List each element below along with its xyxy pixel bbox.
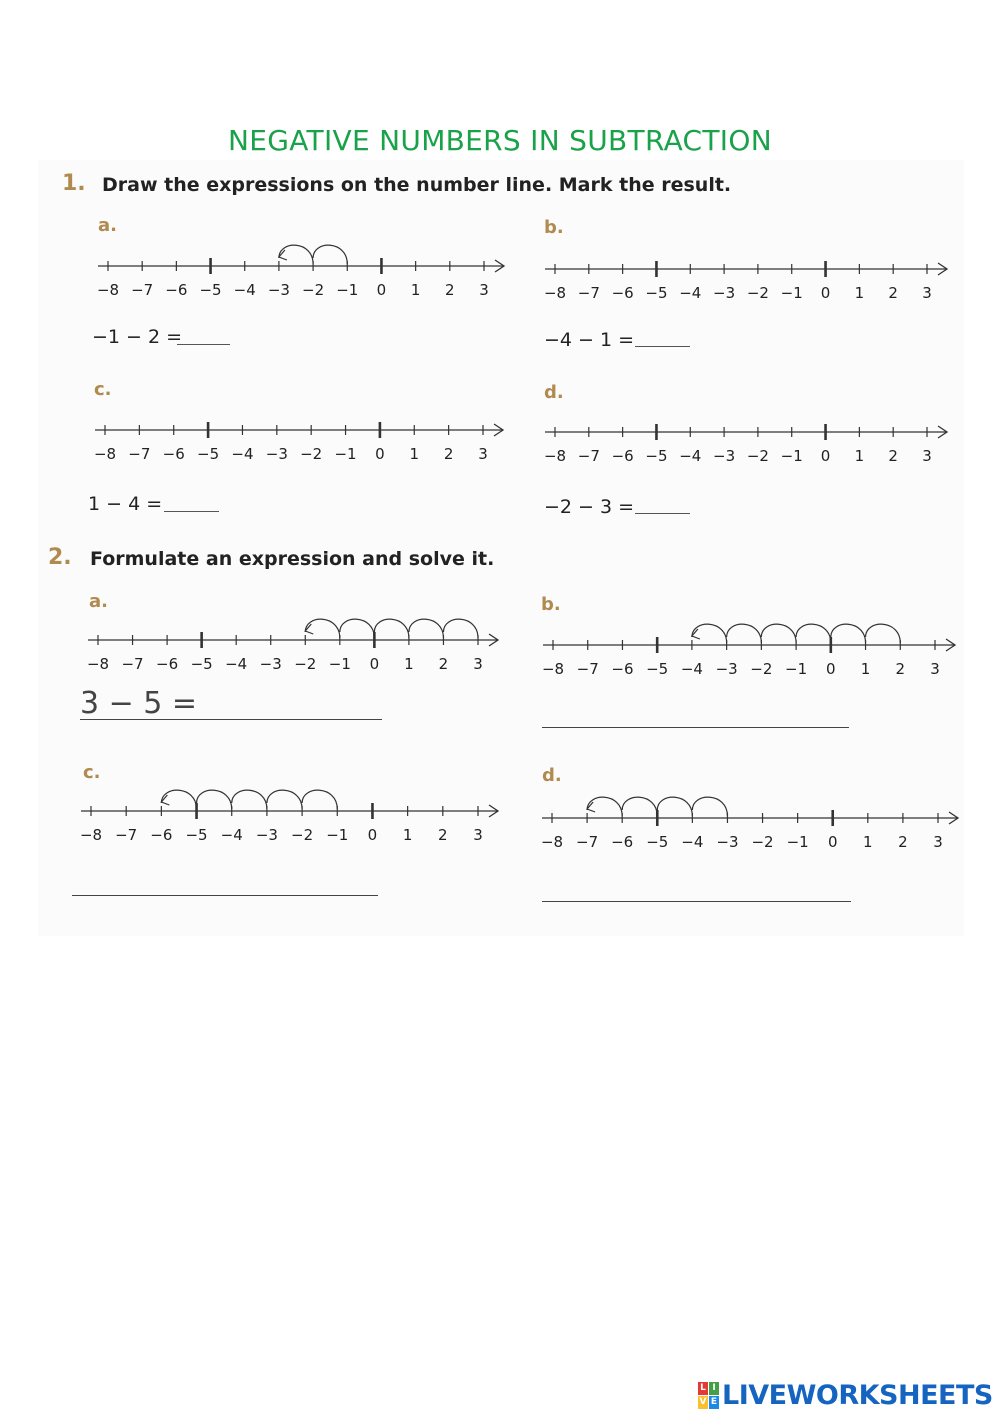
tick-label: −5 — [199, 281, 222, 299]
section-2-instruction: Formulate an expression and solve it. — [90, 548, 495, 570]
tick-label: 0 — [820, 284, 831, 302]
number-line-1d — [535, 392, 957, 467]
tick-label: −8 — [79, 826, 103, 844]
tick-label: −3 — [716, 833, 739, 851]
tick-label: 3 — [473, 655, 483, 673]
tick-label: −7 — [128, 445, 151, 463]
logo-icon — [698, 1382, 719, 1409]
tick-label: −4 — [233, 281, 256, 299]
item-2a-letter: a. — [89, 591, 108, 612]
tick-label: 3 — [922, 284, 932, 302]
expression-1c: 1 − 4 = — [88, 493, 163, 515]
number-line-2b — [533, 605, 965, 680]
number-line-1a — [88, 226, 514, 301]
answer-line-2c[interactable] — [72, 895, 378, 896]
number-line-1b — [535, 229, 957, 304]
tick-label: −5 — [645, 284, 668, 302]
answer-blank-1b[interactable] — [635, 346, 690, 347]
tick-label: 2 — [898, 833, 908, 851]
tick-label: −8 — [96, 281, 120, 299]
tick-label: −5 — [190, 655, 213, 673]
tick-label: −1 — [334, 445, 357, 463]
tick-label: −4 — [680, 660, 703, 678]
tick-label: −2 — [294, 655, 317, 673]
tick-label: −1 — [326, 826, 349, 844]
tick-label: −2 — [750, 660, 773, 678]
tick-label: −8 — [541, 660, 565, 678]
jump-arc — [161, 790, 337, 809]
tick-label: −6 — [165, 281, 188, 299]
logo-icon-letter: I — [709, 1382, 719, 1395]
tick-label: −3 — [267, 281, 290, 299]
tick-label: −6 — [611, 284, 634, 302]
tick-label: 3 — [930, 660, 940, 678]
tick-label: 2 — [888, 447, 898, 465]
tick-label: 1 — [863, 833, 873, 851]
expression-1a: −1 − 2 = — [92, 326, 183, 348]
tick-label: −7 — [131, 281, 154, 299]
tick-label: −1 — [780, 284, 803, 302]
tick-label: −1 — [785, 660, 808, 678]
tick-label: −5 — [646, 833, 669, 851]
tick-label: −6 — [611, 833, 634, 851]
tick-label: 3 — [478, 445, 488, 463]
tick-label: −2 — [302, 281, 325, 299]
tick-label: −4 — [679, 284, 702, 302]
tick-label: −1 — [336, 281, 359, 299]
answer-blank-1d[interactable] — [635, 513, 690, 514]
page-title: NEGATIVE NUMBERS IN SUBTRACTION — [228, 124, 772, 157]
tick-label: 3 — [479, 281, 489, 299]
tick-label: 3 — [922, 447, 932, 465]
expression-1d: −2 − 3 = — [544, 496, 635, 518]
tick-label: 0 — [375, 445, 385, 463]
tick-label: −2 — [291, 826, 314, 844]
tick-label: −4 — [679, 447, 702, 465]
tick-label: −5 — [197, 445, 220, 463]
tick-label: 0 — [827, 833, 838, 851]
logo-icon-letter: V — [699, 1396, 707, 1407]
tick-label: 0 — [369, 655, 380, 673]
tick-label: −7 — [576, 833, 599, 851]
tick-label: 2 — [438, 655, 449, 673]
tick-label: 0 — [826, 660, 836, 678]
tick-label: −7 — [577, 284, 600, 302]
tick-label: 1 — [410, 281, 421, 299]
tick-label: −3 — [265, 445, 288, 463]
tick-label: −2 — [300, 445, 323, 463]
jump-arc — [279, 245, 347, 264]
tick-label: −6 — [162, 445, 185, 463]
jump-arc — [587, 797, 727, 816]
tick-label: 1 — [854, 447, 865, 465]
tick-label: 3 — [933, 833, 943, 851]
logo-icon-letter: E — [710, 1396, 718, 1407]
tick-label: 2 — [888, 284, 898, 302]
tick-label: −5 — [185, 826, 208, 844]
item-1a-letter: a. — [98, 215, 117, 236]
tick-label: −3 — [259, 655, 282, 673]
tick-label: −1 — [780, 447, 803, 465]
tick-label: −5 — [646, 660, 669, 678]
tick-label: −7 — [115, 826, 138, 844]
tick-label: −6 — [611, 447, 634, 465]
answer-text-2a: 3 − 5 = — [80, 686, 198, 721]
tick-label: 2 — [443, 445, 454, 463]
tick-label: −6 — [150, 826, 173, 844]
item-2c-letter: c. — [83, 762, 101, 783]
tick-label: −2 — [746, 284, 769, 302]
tick-label: −2 — [751, 833, 774, 851]
answer-blank-1c[interactable] — [164, 511, 219, 512]
tick-label: 1 — [854, 284, 865, 302]
section-1-number: 1. — [62, 171, 86, 196]
tick-label: −4 — [231, 445, 254, 463]
tick-label: −4 — [220, 826, 243, 844]
expression-1b: −4 − 1 = — [544, 329, 635, 351]
tick-label: −7 — [577, 447, 600, 465]
tick-label: 0 — [367, 826, 378, 844]
tick-label: 2 — [438, 826, 448, 844]
jump-arc — [692, 624, 900, 643]
tick-label: 1 — [404, 655, 414, 673]
logo-icon-letter: L — [698, 1382, 708, 1395]
tick-label: −8 — [86, 655, 110, 673]
tick-label: −3 — [713, 284, 736, 302]
tick-label: −2 — [746, 447, 769, 465]
tick-label: −1 — [328, 655, 351, 673]
number-line-2d — [532, 778, 968, 853]
tick-label: −4 — [225, 655, 248, 673]
jump-arc — [305, 619, 478, 638]
tick-label: −4 — [681, 833, 704, 851]
tick-label: −8 — [540, 833, 564, 851]
tick-label: −8 — [543, 447, 567, 465]
section-2-number: 2. — [48, 545, 72, 570]
tick-label: 1 — [860, 660, 871, 678]
tick-label: −6 — [611, 660, 634, 678]
liveworksheets-logo[interactable] — [698, 1380, 993, 1410]
tick-label: −7 — [576, 660, 599, 678]
tick-label: −1 — [786, 833, 809, 851]
tick-label: −3 — [713, 447, 736, 465]
tick-label: −5 — [645, 447, 668, 465]
number-line-2a — [78, 600, 508, 675]
tick-label: −7 — [121, 655, 144, 673]
tick-label: 0 — [376, 281, 387, 299]
number-line-2c — [71, 771, 508, 846]
item-2d-letter: d. — [542, 765, 562, 786]
item-1d-letter: d. — [544, 382, 564, 403]
tick-label: −3 — [715, 660, 738, 678]
tick-label: 1 — [402, 826, 413, 844]
answer-line-2d[interactable] — [542, 901, 851, 902]
item-1c-letter: c. — [94, 379, 112, 400]
tick-label: −3 — [255, 826, 278, 844]
answer-line-2a[interactable] — [80, 719, 382, 720]
tick-label: −8 — [93, 445, 117, 463]
tick-label: 2 — [895, 660, 906, 678]
answer-blank-1a[interactable] — [177, 344, 230, 345]
logo-text: LIVEWORKSHEETS — [722, 1379, 993, 1411]
tick-label: 3 — [473, 826, 483, 844]
number-line-1c — [85, 390, 513, 465]
tick-label: 0 — [820, 447, 831, 465]
answer-line-2b[interactable] — [542, 727, 849, 728]
tick-label: −6 — [156, 655, 179, 673]
tick-label: 2 — [445, 281, 455, 299]
tick-label: 1 — [409, 445, 420, 463]
tick-label: −8 — [543, 284, 567, 302]
item-2b-letter: b. — [541, 594, 561, 615]
section-1-instruction: Draw the expressions on the number line. Mark the result. — [102, 174, 732, 196]
item-1b-letter: b. — [544, 217, 564, 238]
